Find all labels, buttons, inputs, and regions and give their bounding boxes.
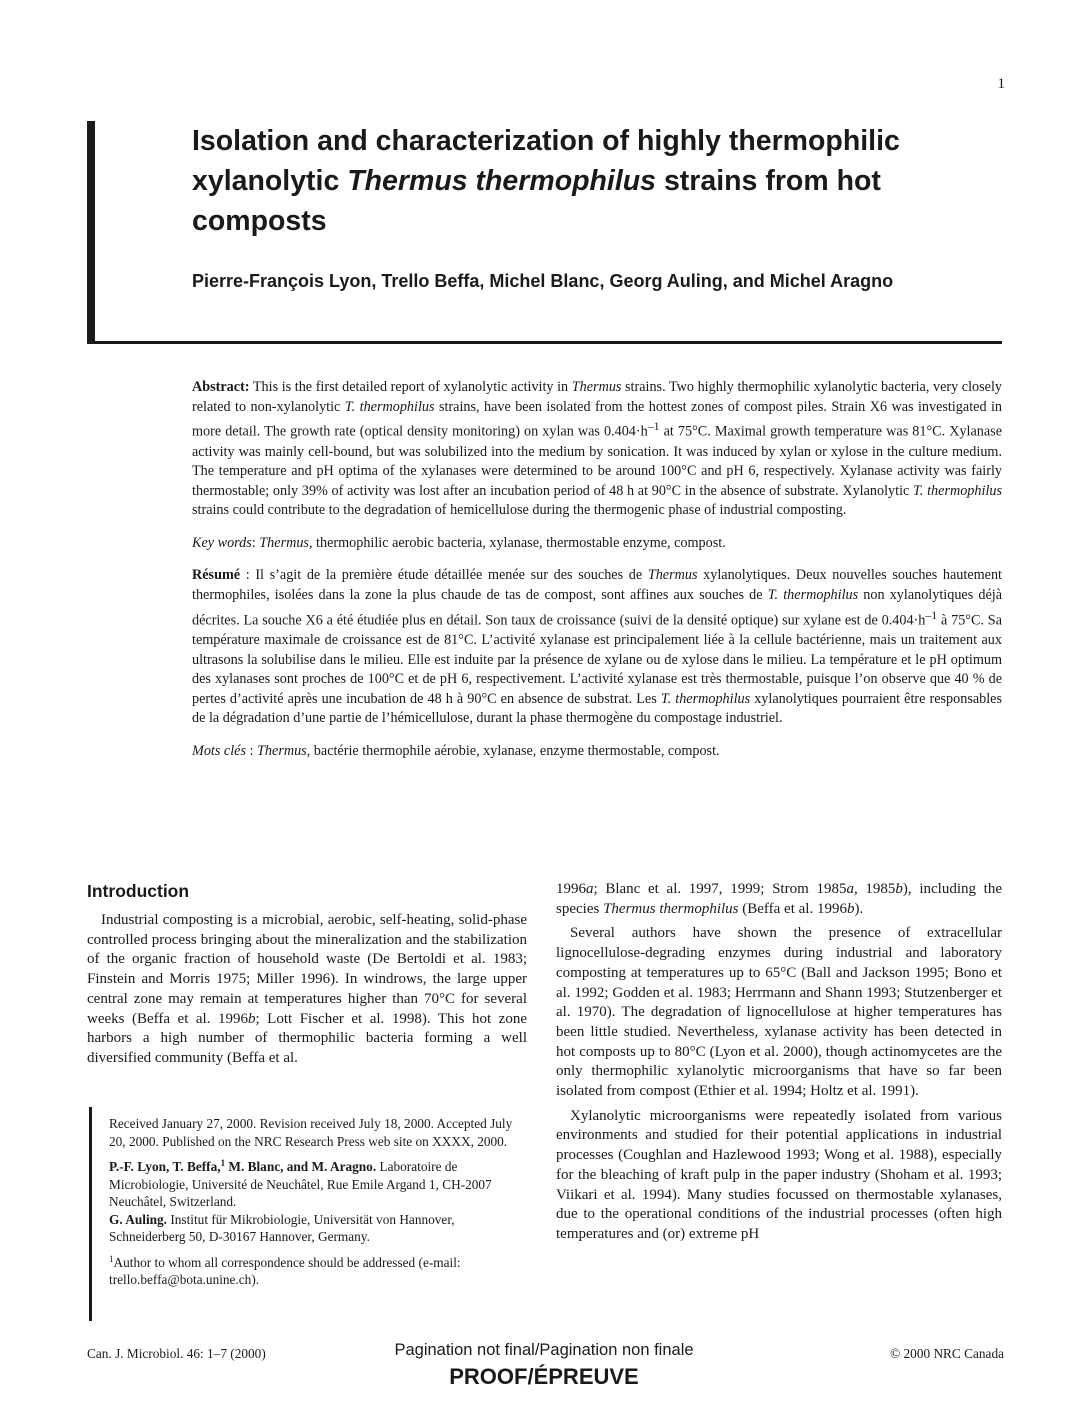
intro-paragraph-3: Xylanolytic microorganisms were repeatedly isolated from various environments and studied for their potential applications in industrial processes (Coughlan and Hazlewood 1993; Wong et al. 1988), especially for the bleaching of kraft pulp in the paper industry (Shoham et al. 1993; Viikari et al. 1994). Many studies focussed on thermostable xylanases, due to the operational conditions of the industrial processes (often high temperatures and (or) extreme pH bbox=[556, 1107, 1002, 1242]
introduction-left-column bbox=[87, 911, 527, 1069]
introduction-heading: Introduction bbox=[87, 881, 190, 901]
journal-citation: Can. J. Microbiol. 46: 1–7 (2000) bbox=[87, 1346, 266, 1361]
abstract-paragraph: Abstract: This is the first detailed report of xylanolytic activity in Thermus strains. Two highly thermophilic xylanolytic bacteria, very closely related to non-xylanolytic T. thermophilus strains, have been isolated from the hottest zones of compost piles. Strain X6 was investigated in more detail. The growth rate (optical density monitoring) on xylan was $0.404\cdot h^{-1}$ at 75°C. Maximal growth temperature was 81°C. Xylanase activity was mainly cell-bound, but was solubilized into the medium by sonication. It was induced by xylan or xylose in the culture medium. The temperature and pH optima of the xylanases were determined to be around 100°C and pH 6, respectively. Xylanase activity was fairly thermostable; only 39% of activity was lost after an incubation period of 48 h at 90°C in the absence of substrate. Xylanolytic T. thermophilus strains could contribute to the degradation of hemicellulose during the thermogenic phase of industrial composting. bbox=[192, 379, 1003, 519]
introduction-right-column bbox=[556, 880, 1002, 1245]
copyright-notice: © 2000 NRC Canada bbox=[890, 1346, 1004, 1361]
title-rule bbox=[87, 341, 1002, 344]
keywords-paragraph: Key words: Thermus, thermophilic aerobic bacteria, xylanase, thermostable enzyme, compost. bbox=[192, 534, 726, 551]
pagination-notice: Pagination not final/Pagination non finale bbox=[394, 1341, 694, 1359]
title-accent-bar bbox=[87, 121, 95, 341]
correspondence-note: $^1$Author to whom all correspondence should be addressed (e-mail: trello.beffa@bota.unine.ch). bbox=[109, 1253, 461, 1287]
page-number: 1 bbox=[997, 76, 1005, 92]
affiliation-1: P.-F. Lyon, T. Beffa,$^1$ M. Blanc, and M. Aragno. Laboratoire de Microbiologie, Université de Neuchâtel, Rue Emile Argand 1, CH-2007 Neuchâtel, Switzerland. bbox=[109, 1158, 492, 1209]
intro-paragraph-1-continued: 1996a; Blanc et al. 1997, 1999; Strom 1985a, 1985b), including the species Thermus thermophilus (Beffa et al. 1996b). bbox=[556, 881, 1002, 917]
abstract-section bbox=[192, 378, 1002, 775]
footnote-box bbox=[89, 1107, 530, 1321]
article-title: Isolation and characterization of highly thermophilic xylanolytic Thermus thermophilus strains from hot composts bbox=[192, 125, 900, 237]
author-list: Pierre-François Lyon, Trello Beffa, Michel Blanc, Georg Auling, and Michel Aragno bbox=[192, 271, 894, 291]
resume-paragraph: Résumé : Il s’agit de la première étude détaillée menée sur des souches de Thermus xylanolytiques. Deux nouvelles souches hautement thermophiles, isolées dans la zone la plus chaude de tas de compost, sont affines aux souches de T. thermophilus non xylanolytiques déjà décrites. La souche X6 a été étudiée plus en détail. Son taux de croissance (suivi de la densité optique) sur xylane est de $0.404\cdot h^{-1}$ à 75°C. Sa température maximale de croissance est de 81°C. L’activité xylanase est principalement liée à la cellule bactérienne, mais un traitement aux ultrasons la solubilise dans le milieu. Elle est induite par la présence de xylane ou de xylose dans le milieu. La température et le pH optimum des xylanases sont proches de 100°C et de pH 6, respectivement. L’activité xylanase est très thermostable, puisque l’on observe que 40 % de pertes d’activité après une incubation de 48 h à 90°C en absence de substrat. Les T. thermophilus xylanolytiques pourraient être responsables de la dégradation d’une partie de l’hémicellulose, durant la phase thermogène du compostage industriel. bbox=[192, 567, 1003, 727]
intro-paragraph-1: Industrial composting is a microbial, aerobic, self-heating, solid-phase controlled process bringing about the mineralization and the stabilization of the organic fraction of household waste (De Bertoldi et al. 1983; Finstein and Morris 1975; Miller 1996). In windrows, the large upper central zone may remain at temperatures higher than 70°C for several weeks (Beffa et al. 1996b; Lott Fischer et al. 1998). This hot zone harbors a high number of thermophilic bacteria forming a well diversified community (Beffa et al. bbox=[87, 912, 527, 1066]
intro-paragraph-2: Several authors have shown the presence of extracellular lignocellulose-degrading enzymes during industrial and laboratory composting at temperatures up to 65°C (Ball and Jackson 1995; Bono et al. 1992; Godden et al. 1983; Herrmann and Shann 1993; Stutzenberger et al. 1970). The degradation of lignocellulose at higher temperatures has been little studied. Nevertheless, xylanase activity has been detected in hot composts up to 80°C (Lyon et al. 2000), though actinomycetes are the only thermophilic xylanolytic microorganisms that have so far been isolated from compost (Ethier et al. 1994; Holtz et al. 1991). bbox=[556, 925, 1002, 1100]
mots-cles-paragraph: Mots clés : Thermus, bactérie thermophile aérobie, xylanase, enzyme thermostable, compost. bbox=[192, 742, 720, 759]
proof-stamp: PROOF/ÉPREUVE bbox=[449, 1364, 639, 1389]
received-dates: Received January 27, 2000. Revision received July 18, 2000. Accepted July 20, 2000. Published on the NRC Research Press web site on XXXX, 2000. bbox=[109, 1116, 513, 1149]
affiliation-2: G. Auling. Institut für Mikrobiologie, Universität von Hannover, Schneiderberg 50, D-30167 Hannover, Germany. bbox=[109, 1211, 455, 1244]
